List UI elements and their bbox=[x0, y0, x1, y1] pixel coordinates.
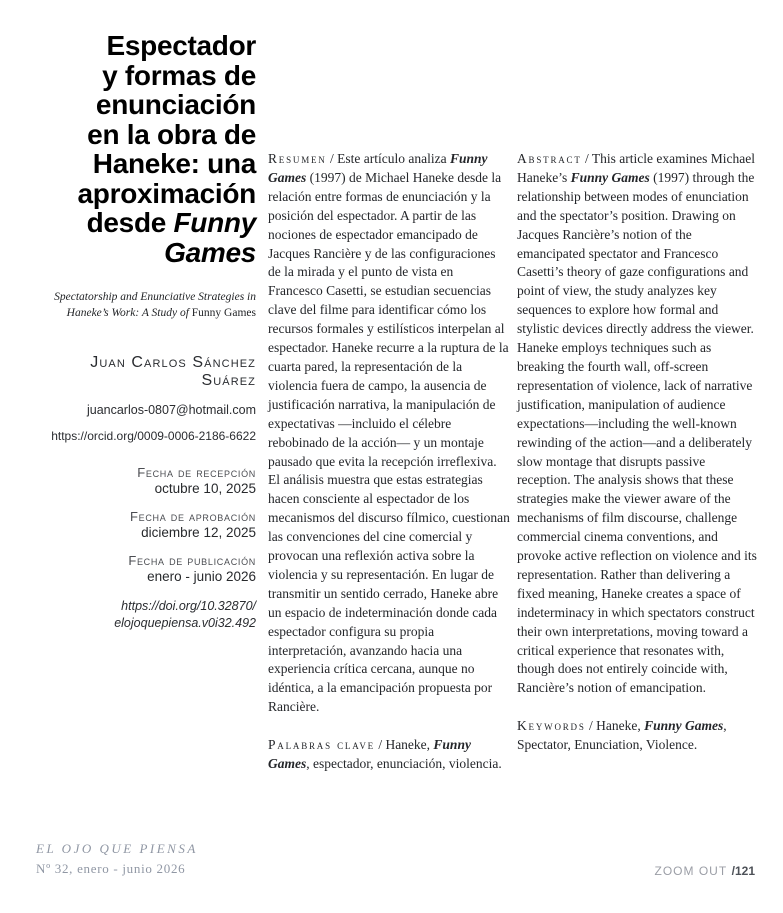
resumen-paragraph bbox=[268, 150, 510, 717]
article-title bbox=[33, 31, 256, 267]
title-line: Espectador bbox=[106, 30, 256, 61]
text-segment: / Haneke, bbox=[585, 718, 645, 734]
text-segment: Keywords bbox=[517, 718, 586, 734]
article-subtitle-english bbox=[33, 289, 256, 321]
text-segment: Este artículo analiza bbox=[337, 151, 450, 166]
title-line: en la obra de bbox=[87, 118, 256, 150]
text-segment: Funny Games bbox=[268, 151, 488, 185]
date-publication bbox=[33, 553, 256, 584]
text-segment: / This article examines Michael Haneke’s bbox=[517, 151, 755, 185]
date-value: octubre 10, 2025 bbox=[154, 481, 256, 496]
text-segment: , Spectator, Enunciation, Violence. bbox=[517, 718, 727, 753]
section-and-page bbox=[655, 862, 755, 880]
doi-link[interactable] bbox=[33, 598, 256, 631]
title-line: aproximación bbox=[77, 177, 256, 209]
text-segment: Resumen bbox=[268, 151, 327, 166]
text-segment: , espectador, enunciación, violencia. bbox=[306, 756, 502, 772]
date-reception bbox=[33, 465, 256, 496]
section-name: ZOOM OUT bbox=[654, 864, 728, 878]
title-italic-part: Funny bbox=[173, 207, 256, 238]
date-label: Fecha de publicación bbox=[128, 553, 256, 568]
date-value: diciembre 12, 2025 bbox=[141, 525, 256, 540]
text-segment: (1997) through the relationship between modes of enunciation and the spectator’s position. Drawing on Jacques Rancière’s notion of the emancipated spectator and Francesco Casetti’s theory of gaze configurations and point of view, the study analyzes key sequences to explore how formal and stylistic devices directly address the viewer. Haneke employs techniques such as breaking the fourth wall, off-screen representation of violence, lack of narrative justification, manipulation of audience expectations—including the well-known rewinding of the action—and a deliberately slow montage that disrupts passive reception. The analysis shows that these strategies make the viewer aware of the mechanisms of film discourse, challenge commercial cinema conventions, and provoke active reflection on violence and its representation. Rather than delivering a fixed meaning, Haneke creates a space of indeterminacy in which spectators construct their own interpretations, moving toward a critical experience that resonates with, though does not entirely coincide with, Rancière’s notion of emancipation. bbox=[517, 169, 757, 696]
article-meta-column bbox=[33, 31, 256, 631]
date-approval bbox=[33, 509, 256, 540]
text-segment: Funny Games bbox=[268, 737, 471, 772]
page-number: /121 bbox=[731, 864, 755, 878]
text-segment: Funny Games bbox=[644, 718, 724, 734]
date-label: Fecha de recepción bbox=[137, 465, 256, 480]
text-segment: (1997) de Michael Haneke desde la relación entre formas de enunciación y la posición del espectador. A partir de las nociones de espectador emancipado de Jacques Rancière y de las configuraciones de la mirada y el punto de vista en Francesco Casetti, se estudian secuencias clave del filme para identificar cómo los recursos formales y estilísticos interpelan al espectador. Haneke recurre a la ruptura de la cuarta pared, la representación de la violencia fuera de campo, la ausencia de justificación narrativa, la manipulación de expectativas —incluido el célebre rebobinado de la acción— y un montaje pausado que evita la recepción irreflexiva. El análisis muestra que estas estrategias hacen consciente al espectador de los mecanismos del discurso fílmico, cuestionan las convenciones del cine comercial y provocan una reflexión activa sobre la violencia y su representación. En lugar de transmitir un sentido cerrado, Haneke abre un espacio de indeterminación donde cada espectador configura su propia interpretación, avanzando hacia una experiencia crítica cercana, aunque no idéntica, a la emancipación propuesta por Rancière. bbox=[268, 169, 510, 715]
title-line: Haneke: una bbox=[92, 148, 256, 179]
text-segment: / bbox=[326, 151, 338, 166]
title-line: y formas de bbox=[102, 59, 256, 91]
abstract-paragraph bbox=[517, 150, 759, 698]
author-orcid-link[interactable]: https://orcid.org/0009-0006-2186-6622 bbox=[51, 429, 256, 443]
doi-line: https://doi.org/10.32870/ bbox=[121, 599, 256, 613]
title-italic-part: Games bbox=[164, 236, 256, 268]
date-label: Fecha de aprobación bbox=[130, 509, 256, 524]
date-value: enero - junio 2026 bbox=[147, 569, 256, 584]
journal-issue: Nº 32, enero - junio 2026 bbox=[36, 861, 186, 876]
text-segment: Palabras clave bbox=[268, 737, 375, 753]
journal-info bbox=[36, 841, 198, 877]
author-email-link[interactable]: juancarlos-0807@hotmail.com bbox=[86, 403, 256, 417]
subtitle-italic-part: Spectatorship and Enunciative Strategies in Haneke’s Work: A Study of bbox=[54, 291, 256, 319]
title-line bbox=[33, 238, 256, 268]
text-segment: / Haneke, bbox=[374, 737, 434, 753]
title-line bbox=[33, 208, 256, 238]
title-line: enunciación bbox=[95, 89, 256, 120]
keywords-paragraph bbox=[517, 717, 759, 755]
resumen-column bbox=[268, 150, 510, 774]
subtitle-roman-part: Funny Games bbox=[191, 307, 256, 319]
title-plain-part: desde bbox=[86, 207, 174, 238]
journal-name: EL OJO QUE PIENSA bbox=[36, 841, 198, 856]
abstract-column bbox=[517, 150, 759, 755]
text-segment: Abstract bbox=[517, 151, 582, 166]
text-segment: Funny Games bbox=[570, 169, 650, 185]
palabras-clave-paragraph bbox=[268, 736, 510, 774]
author-name: Juan Carlos Sánchez Suárez bbox=[90, 354, 256, 389]
doi-line: elojoquepiensa.v0i32.492 bbox=[114, 615, 256, 630]
